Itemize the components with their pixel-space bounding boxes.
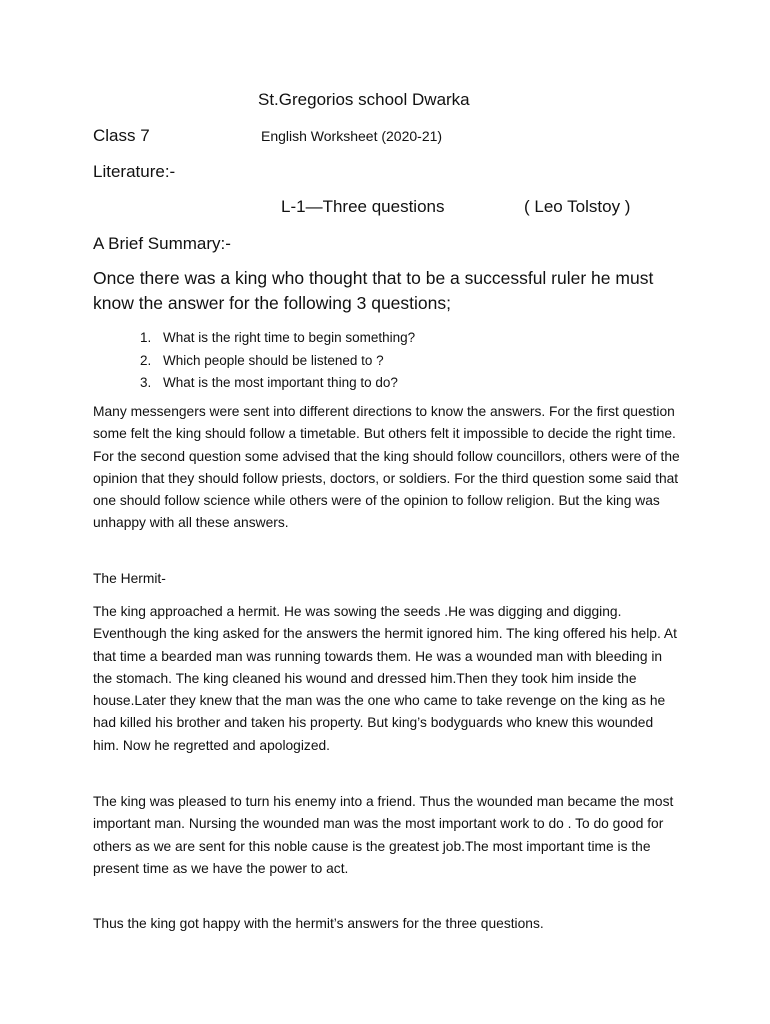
section-literature: Literature:- [93, 162, 176, 181]
hermit-paragraph: The king approached a hermit. He was sowing the seeds .He was digging and digging. Eventhough the king asked for the answers the hermit ignored him. The king offered his help. At that time a bearded man was running towards them. He was a wounded man with bleeding in the stomach. The king cleaned his wound and dressed him.Then they took him inside the house.Later they knew that the man was the one who came to take revenge on the king as he had killed his brother and taken his property. But king’s bodyguards who knew this wounded him. Now he regretted and apologized. [93, 604, 677, 753]
summary-intro: Once there was a king who thought that to be a successful ruler he must know the answer for the following 3 questions; [93, 268, 654, 313]
class-label: Class 7 [93, 126, 150, 145]
list-item [93, 350, 415, 373]
list-item [93, 327, 415, 350]
lesson-title: L-1—Three questions [281, 197, 445, 216]
friend-paragraph: The king was pleased to turn his enemy into a friend. Thus the wounded man became the most important man. Nursing the wounded man was the most important work to do . To do good for others as we are sent for this noble cause is the greatest job.The most important time is the present time as we have the power to act. [93, 794, 674, 876]
conclusion-paragraph: Thus the king got happy with the hermit’s answers for the three questions. [93, 916, 544, 931]
messengers-paragraph: Many messengers were sent into different directions to know the answers. For the first question some felt the king should follow a timetable. But others felt it impossible to decide the right time. For the second question some advised that the king should follow councillors, others were of the opinion that they should follow priests, doctors, or soldiers. For the third question some said that one should follow science while others were of the opinion to follow religion. But the king was unhappy with all these answers. [93, 404, 680, 531]
list-text: Which people should be listened to ? [163, 352, 384, 368]
list-item [93, 372, 415, 395]
list-text: What is the right time to begin something? [163, 330, 416, 345]
lesson-author: ( Leo Tolstoy ) [524, 197, 631, 216]
list-number: 2. [140, 352, 152, 368]
hermit-heading: The Hermit- [93, 571, 166, 586]
question-list [93, 327, 415, 395]
list-number: 3. [140, 375, 152, 390]
list-number: 1. [140, 330, 152, 345]
worksheet-title: English Worksheet (2020-21) [261, 128, 443, 144]
summary-heading: A Brief Summary:- [93, 234, 231, 253]
school-name: St.Gregorios school Dwarka [258, 90, 470, 109]
list-text: What is the most important thing to do? [163, 375, 398, 390]
